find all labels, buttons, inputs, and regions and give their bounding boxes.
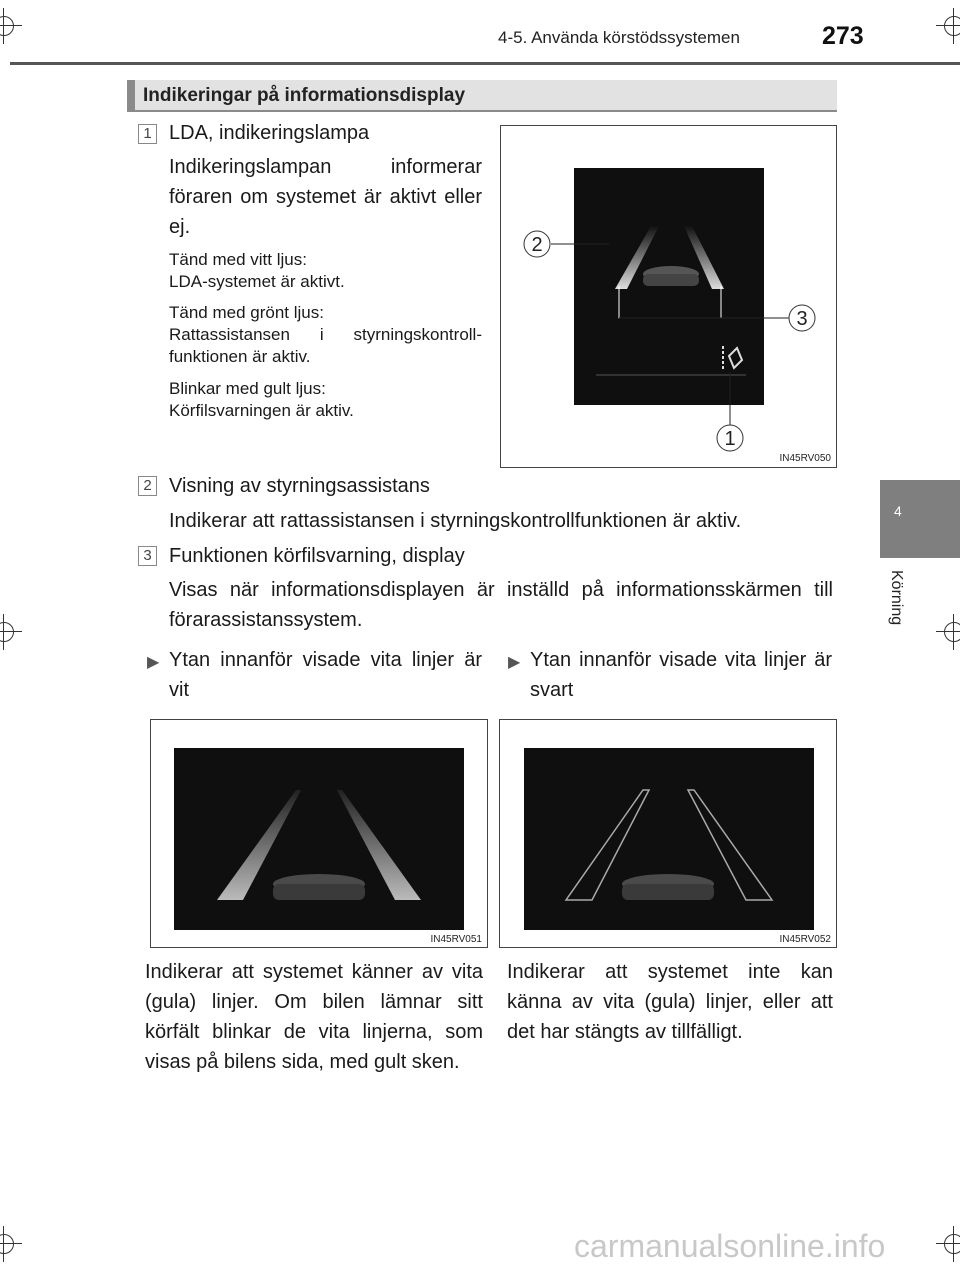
section-header: 4-5. Använda körstödssystemen [498,28,740,47]
state-green-label: Tänd med grönt ljus: [169,303,324,322]
case-heading-white: Ytan innanför visade vita linjer är vit [169,649,482,701]
item-description-2: Indikerar att rattassistansen i styrningskontrollfunktionen är aktiv. [169,510,742,532]
lines-black-graphic [500,720,838,949]
registration-mark-top-right [936,8,960,44]
case-text-white: Indikerar att systemet känner av vita (gula) linjer. Om bilen lämnar sitt körfält blinkar de vita linjerna, som visas på bilens sida, med gult sken. [145,961,483,1073]
display-illustration-graphic [501,126,838,469]
section-title: Indikeringar på informationsdisplay [143,85,466,106]
state-white-text: LDA-systemet är aktivt. [169,272,345,291]
item-description-1: Indikeringslampan informerar föraren om systemet är aktivt eller ej. [169,156,482,238]
bullet-arrow-icon: ▶ [147,654,160,671]
item-number-2: 2 [138,476,157,496]
lines-white-graphic [151,720,489,949]
item-title-1: LDA, indikeringslampa [169,122,370,144]
item-number-3: 3 [138,546,157,566]
callout-3: 3 [796,308,808,330]
header-rule [10,62,960,65]
lines-black-illustration [499,719,837,948]
state-yellow-text: Körfilsvarningen är aktiv. [169,401,354,420]
item-number-1: 1 [138,124,157,144]
state-green [169,302,482,368]
display-illustration [500,125,837,468]
item-description-3: Visas när informationsdisplayen är inställd på informationsskärmen till förarassistanssystem. [169,579,833,631]
chapter-number: 4 [894,503,902,519]
case-text-black: Indikerar att systemet inte kan känna av vita (gula) linjer, eller att det har stängts av tillfälligt. [507,961,833,1043]
bullet-arrow-icon: ▶ [508,654,521,671]
state-green-text: Rattassistansen i styrningskontroll-funktionen är aktiv. [169,325,482,366]
state-white [169,249,482,293]
registration-mark-bottom-right [936,1226,960,1262]
registration-mark-bottom-left [0,1226,22,1262]
item-title-2: Visning av styrningsassistans [169,475,430,497]
callout-1: 1 [724,428,736,450]
figure-code-main: IN45RV050 [779,453,831,464]
registration-mark-mid-left [0,614,22,650]
figure-code-right: IN45RV052 [779,934,831,945]
page-number: 273 [822,22,864,50]
case-heading-black: Ytan innanför visade vita linjer är svart [530,649,832,701]
registration-mark-mid-right [936,614,960,650]
registration-mark-top-left [0,8,22,44]
callout-2: 2 [531,234,543,256]
watermark: carmanualsonline.info [574,1228,886,1264]
state-yellow [169,378,482,422]
state-yellow-label: Blinkar med gult ljus: [169,379,326,398]
state-white-label: Tänd med vitt ljus: [169,250,307,269]
chapter-label: Körning [888,570,905,626]
figure-code-left: IN45RV051 [430,934,482,945]
lines-white-illustration [150,719,488,948]
chapter-tab [880,480,960,558]
item-title-3: Funktionen körfilsvarning, display [169,545,465,567]
